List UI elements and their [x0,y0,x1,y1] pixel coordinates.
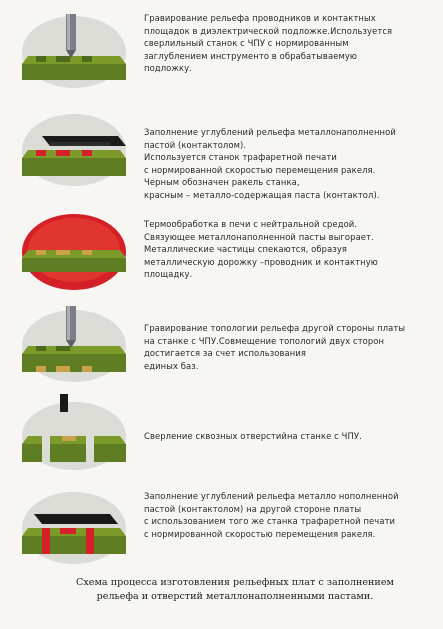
step-3-line: металлическую дорожку –проводник и контактную [144,256,378,267]
figure-caption [40,576,430,604]
step-6-line: с нормированной скоростью перемещения ракеля. [144,528,376,539]
step-1-line: сверлильный станок с ЧПУ с нормированным [144,38,349,49]
caption-line: рельефа и отверстий металлонаполненными пастами. [96,591,374,602]
step-4-line: на станке с ЧПУ.Совмещение топологий двух сторон [144,335,385,346]
step-5-text [144,430,434,443]
step-3-line: Связующее металлонаполненной пасты выгорает. [144,231,374,242]
step-3-line: Термообработка в печи с нейтральной средой. [144,219,358,229]
step-3 [0,206,443,302]
step-1-line: подложку. [144,63,192,74]
step-4-line: единых баз. [144,360,199,371]
step-2-line: Заполнение углублений рельефа металлонаполненной [144,127,396,137]
oven-heat-treatment-icon [22,210,126,290]
step-6-line: с использованием того же станка трафаретной печати [144,516,396,527]
step-5-line: Сверление сквозных отверстийна станке с ЧПУ. [144,431,362,441]
step-5 [0,392,443,478]
step-1-line: площадок в диэлектрической подложке.Используется [144,25,393,36]
caption-line: Схема процесса изготовления рельефных плат с заполнением [76,577,394,588]
step-2-line: с нормированной скоростью перемещения ракеля. [144,164,376,175]
step-2-line: Используется станок трафаретной печати [144,152,337,163]
step-2-line: Черным обозначен ракель станка, [144,177,300,188]
step-3-line: площадку. [144,269,193,280]
engraving-backside-icon [22,302,126,382]
drilling-holes-icon [22,392,126,472]
step-3-text [144,218,434,281]
step-6-line: пастой (контактолом) на другой стороне платы [144,503,362,514]
step-2-line: пастой (контактолом). [144,139,247,150]
step-1-line: заглублением инструменто в обрабатываемую [144,50,358,61]
step-2 [0,104,443,206]
engraving-conductors-icon [22,8,126,88]
step-2-text [144,126,434,202]
step-1-line: Гравирование рельефа проводников и контактных [144,13,376,23]
step-6-line: Заполнение углублений рельефа металло нополненной [144,491,399,501]
step-4-line: Гравирование топологии рельефа другой стороны платы [144,323,406,333]
filling-backside-icon [22,484,126,564]
step-6 [0,478,443,570]
step-4-line: достигается за счет использования [144,348,307,359]
step-4-text [144,322,434,372]
step-1-text [144,12,434,75]
paste-filling-icon [22,106,126,186]
step-4 [0,302,443,394]
step-1 [0,0,443,110]
step-3-line: Металлические частицы спекаются, образуя [144,244,348,255]
step-2-line: красным – металло-содержащая паста (контактол). [144,189,380,200]
step-6-text [144,490,434,540]
